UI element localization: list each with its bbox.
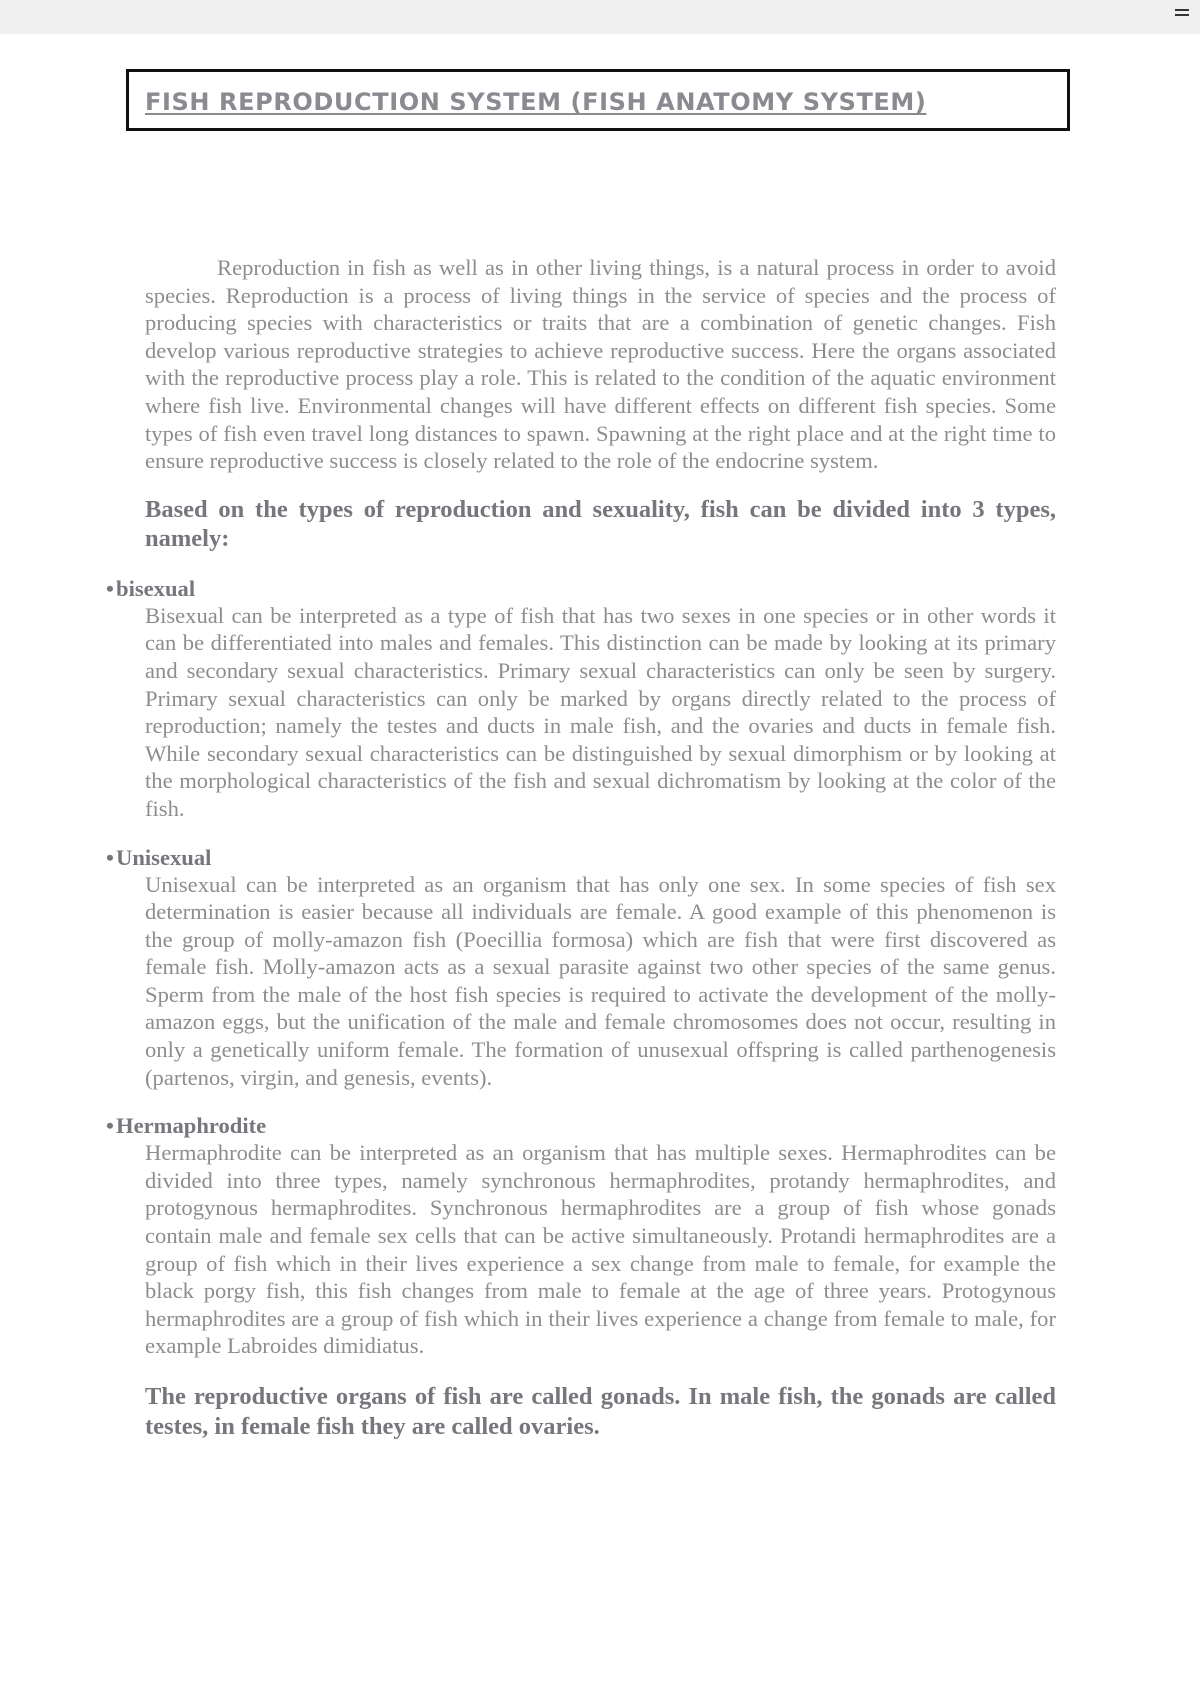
- hamburger-menu-icon[interactable]: [1174, 6, 1190, 20]
- type-name: Unisexual: [116, 844, 212, 870]
- viewer-toolbar: [0, 0, 1200, 34]
- types-heading: Based on the types of reproduction and sexuality, fish can be divided into 3 types, namely:: [145, 495, 1056, 553]
- intro-paragraph: Reproduction in fish as well as in other living things, is a natural process in order to avoid species. Reproduction is a process of living things in the service of species and the process of producing species with characteristics or traits that are a combination of genetic changes. Fish develop various reproductive strategies to achieve reproductive success. Here the organs associated with the reproductive process play a role. This is related to the condition of the aquatic environment where fish live. Environmental changes will have different effects on different fish species. Some types of fish even travel long distances to spawn. Spawning at the right place and at the right time to ensure reproductive success is closely related to the role of the endocrine system.: [145, 255, 1056, 474]
- document-body: [106, 254, 1056, 1441]
- type-description: Hermaphrodite can be interpreted as an organism that has multiple sexes. Hermaphrodites can be divided into three types, namely synchronous hermaphrodites, protandy hermaphrodites, and protogynous hermaphrodites. Synchronous hermaphrodites are a group of fish whose gonads contain male and female sex cells that can be active simultaneously. Protandi hermaphrodites are a group of fish which in their lives experience a sex change from male to female, for example the black porgy fish, this fish changes from male to female at the age of three years. Protogynous hermaphrodites are a group of fish which in their lives experience a change from female to male, for example Labroides dimidiatus.: [145, 1140, 1056, 1359]
- type-title: [106, 576, 1056, 602]
- type-description: Bisexual can be interpreted as a type of fish that has two sexes in one species or in other words it can be differentiated into males and females. This distinction can be made by looking at its primary and secondary sexual characteristics. Primary sexual characteristics can only be seen by surgery. Primary sexual characteristics can only be marked by organs directly related to the process of reproduction; namely the testes and ducts in male fish, and the ovaries and ducts in female fish. While secondary sexual characteristics can be distinguished by sexual dimorphism or by looking at the morphological characteristics of the fish and sexual dichromatism by looking at the color of the fish.: [145, 602, 1056, 821]
- type-item-hermaphrodite: [106, 1113, 1056, 1360]
- page-title: FISH REPRODUCTION SYSTEM (FISH ANATOMY SYSTEM): [145, 88, 927, 116]
- type-name: bisexual: [116, 575, 196, 601]
- type-description: Unisexual can be interpreted as an organism that has only one sex. In some species of fish sex determination is easier because all individuals are female. A good example of this phenomenon is the group of molly-amazon fish (Poecillia formosa) which are fish that were first discovered as female fish. Molly-amazon acts as a sexual parasite against two other species of the same genus. Sperm from the male of the host fish species is required to activate the development of the molly-amazon eggs, but the unification of the male and female chromosomes does not occur, resulting in only a genetically uniform female. The formation of unusexual offspring is called parthenogenesis (partenos, virgin, and genesis, events).: [145, 871, 1056, 1090]
- type-title: [106, 1113, 1056, 1139]
- type-name: Hermaphrodite: [116, 1113, 267, 1139]
- bullet-icon: •: [106, 575, 114, 601]
- bullet-icon: •: [106, 844, 114, 870]
- bullet-icon: •: [106, 1113, 114, 1139]
- closing-statement: The reproductive organs of fish are called gonads. In male fish, the gonads are called testes, in female fish they are called ovaries.: [145, 1383, 1056, 1440]
- type-item-unisexual: [106, 844, 1056, 1092]
- type-item-bisexual: [106, 575, 1056, 823]
- type-title: [106, 845, 1056, 871]
- title-box: [126, 69, 1070, 131]
